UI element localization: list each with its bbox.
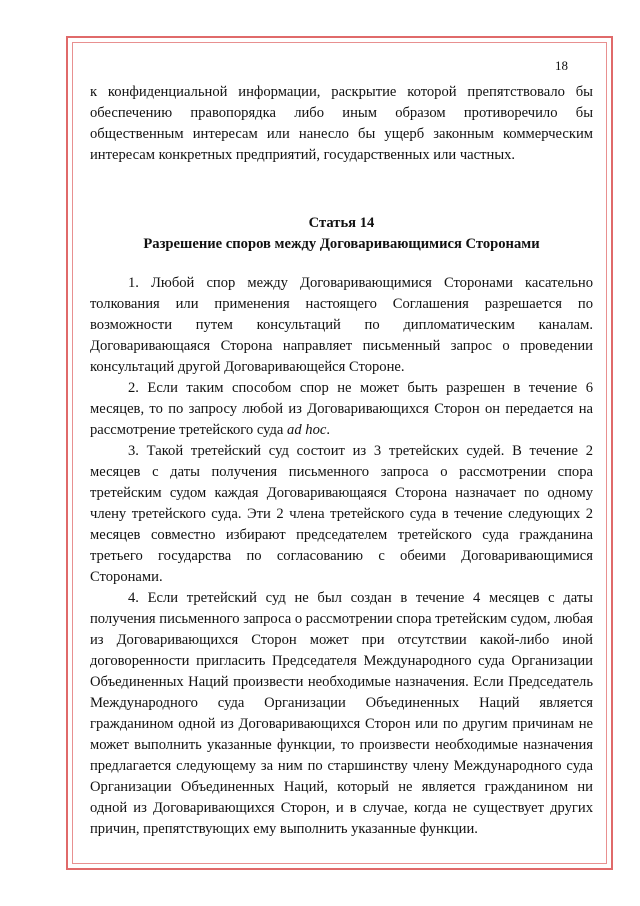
paragraph-2-italic-term: ad hoc	[287, 422, 327, 438]
paragraph-3: 3. Такой третейский суд состоит из 3 третейских судей. В течение 2 месяцев с даты получения письменного запроса о рассмотрении спора третейским судом каждая Договаривающаяся Сторона назначает по одному члену третейского суда. Эти 2 члена третейского суда в течение следующих 2 месяцев совместно избирают председателем третейского суда гражданина третьего государства по согласованию с обеими Договаривающимися Сторонами.	[90, 443, 593, 585]
page-number: 18	[555, 58, 568, 73]
document-body	[90, 82, 593, 840]
paragraph-4: 4. Если третейский суд не был создан в течение 4 месяцев с даты получения письменного запроса о рассмотрении спора третейским судом, любая из Договаривающихся Сторон может при отсутствии какой-либо иной договоренности пригласить Председателя Международного суда Организации Объединенных Наций произвести необходимые назначения. Если Председатель Международного суда Организации Объединенных Наций является гражданином одной из Договаривающихся Сторон или по другим причинам не может выполнить указанные функции, то произвести необходимые назначения предлагается следующему за ним по старшинству члену Международного суда Организации Объединенных Наций, который не является гражданином ни одной из Договаривающихся Сторон, и в случае, когда не существует других причин, препятствующих ему выполнить указанные функции.	[90, 590, 593, 837]
paragraph-1: 1. Любой спор между Договаривающимися Сторонами касательно толкования или применения настоящего Соглашения разрешается по возможности путем консультаций по дипломатическим каналам. Договаривающаяся Сторона направляет письменный запрос о проведении консультаций другой Договаривающейся Стороне.	[90, 275, 593, 375]
article-title: Статья 14	[308, 215, 375, 231]
paragraph-2-text: 2. Если таким способом спор не может быть разрешен в течение 6 месяцев, то по запросу любой из Договаривающихся Сторон он передается на рассмотрение третейского суда	[90, 380, 593, 438]
article-subtitle: Разрешение споров между Договаривающимися Сторонами	[143, 236, 540, 252]
intro-paragraph: к конфиденциальной информации, раскрытие которой препятствовало бы обеспечению правопорядка либо иным образом противоречило бы общественным интересам или нанесло бы ущерб законным коммерческим интересам конкретных предприятий, государственных или частных.	[90, 84, 593, 163]
paragraph-2-end: .	[326, 422, 331, 438]
paragraph-2	[90, 378, 593, 441]
